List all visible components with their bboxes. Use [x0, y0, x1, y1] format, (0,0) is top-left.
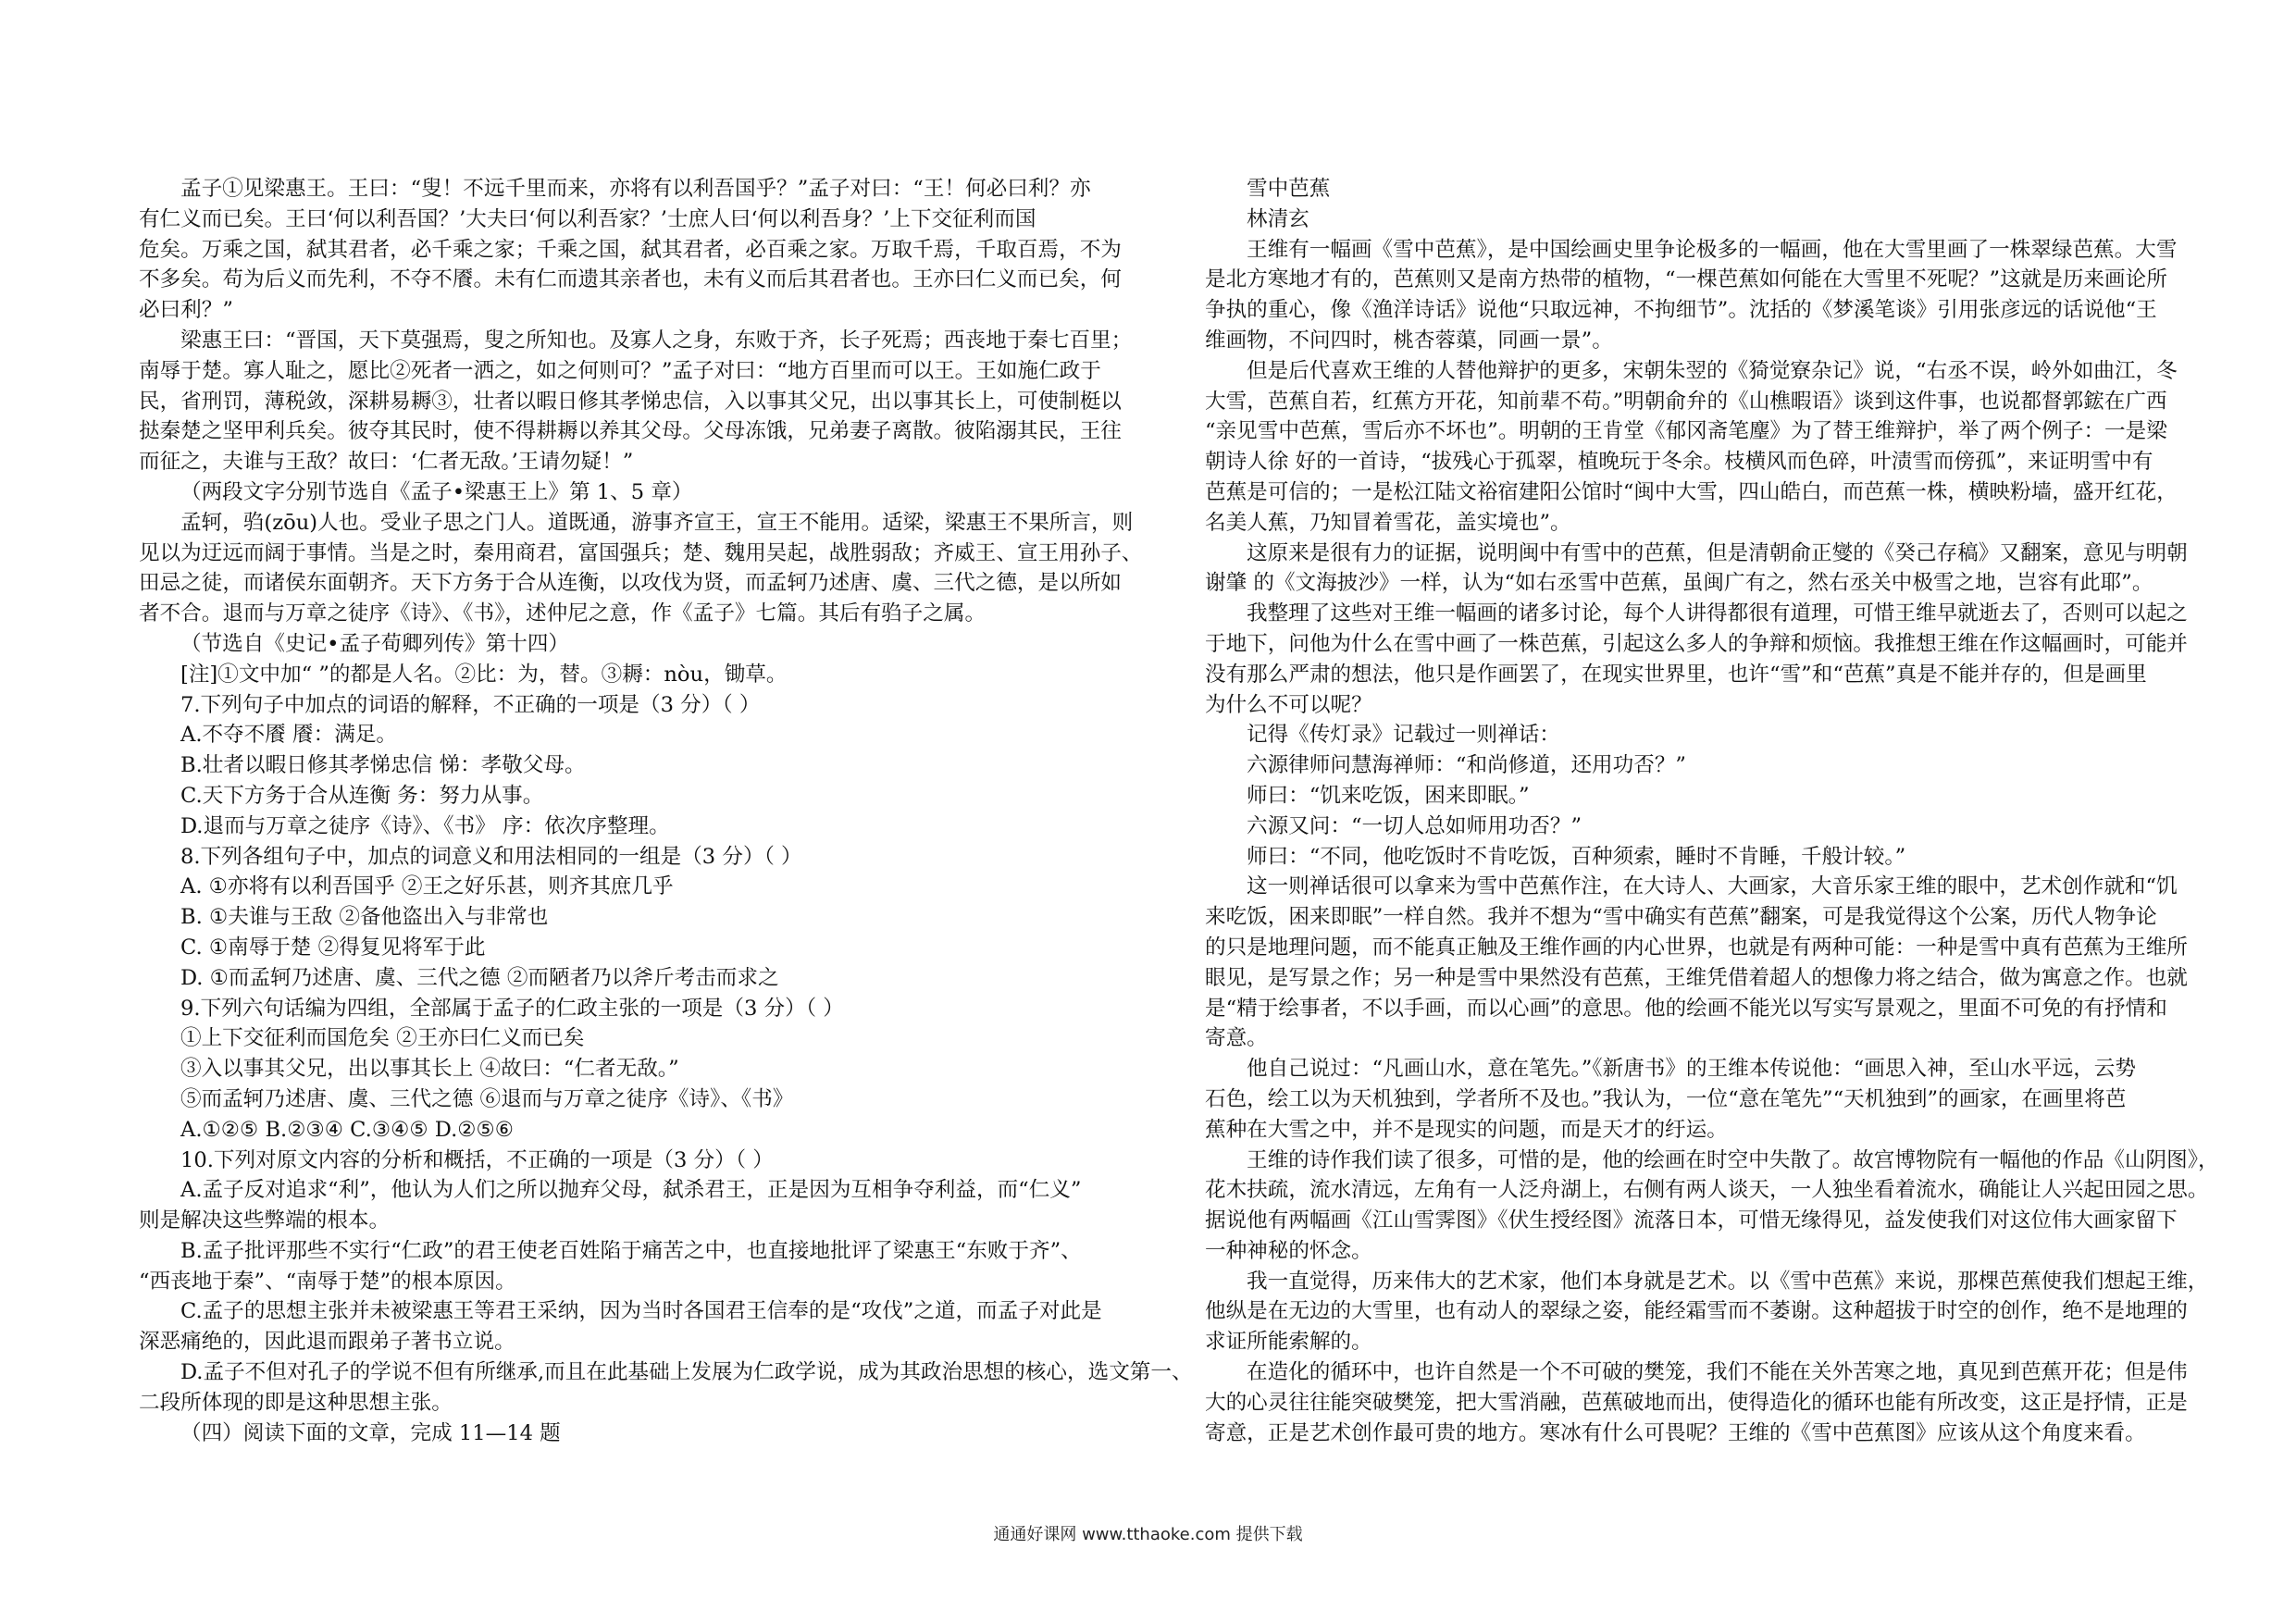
left-text-line: 二段所体现的即是这种思想主张。: [139, 1390, 453, 1415]
left-text-line: A.不夺不餍 餍：满足。: [180, 723, 398, 748]
right-text-line: 争执的重心，像《渔洋诗话》说他“只取远神，不拘细节”。沈括的《梦溪笔谈》引用张彦远的话说他“王: [1205, 298, 2157, 323]
right-text-line: 师曰：“不同，他吃饭时不肯吃饭，百种须索，睡时不肯睡，千般计较。”: [1247, 844, 1906, 869]
right-text-line: 这一则禅话很可以拿来为雪中芭蕉作注，在大诗人、大画家，大音乐家王维的眼中，艺术创作就和“饥: [1247, 874, 2178, 899]
right-text-line: 大的心灵往往能突破樊笼，把大雪消融，芭蕉破地而出，使得造化的循环也能有所改变，这正是抒情，正是: [1205, 1390, 2188, 1415]
right-text-line: 六源律师问慧海禅师：“和尚修道，还用功否？”: [1247, 753, 1686, 778]
footer-source: 通通好课网 www.tthaoke.com 提供下载: [993, 1525, 1303, 1544]
left-text-line: 者不合。退而与万章之徒序《诗》、《书》，述仲尼之意，作《孟子》七篇。其后有驺子之属。: [139, 601, 987, 626]
left-text-line: 9.下列六句话编为四组，全部属于孟子的仁政主张的一项是（3 分）（ ）: [180, 996, 844, 1021]
right-text-line: 记得《传灯录》记载过一则禅话：: [1247, 723, 1560, 748]
right-text-line: 名美人蕉，乃知冒着雪花，盖实境也”。: [1205, 510, 1571, 535]
right-column: [1205, 174, 2219, 1448]
right-text-line: 大雪，芭蕉自若，红蕉方开花，知前辈不苟。”明朝俞弁的《山樵暇语》谈到这件事，也说都督郭鋐在广西: [1205, 389, 2167, 414]
right-text-line: 雪中芭蕉: [1247, 177, 1331, 201]
left-text-line: “西丧地于秦”、“南辱于楚”的根本原因。: [139, 1269, 516, 1294]
left-text-line: 危矣。万乘之国，弑其君者，必千乘之家；千乘之国，弑其君者，必百乘之家。万取千焉，千取百焉，不为: [139, 237, 1122, 262]
left-text-line: B.孟子批评那些不实行“仁政”的君王使老百姓陷于痛苦之中，也直接地批评了梁惠王“东败于齐”、: [180, 1238, 1082, 1263]
left-text-line: C. ①南辱于楚 ②得复见将军于此: [180, 935, 486, 960]
left-text-line: 10.下列对原文内容的分析和概括，不正确的一项是（3 分）（ ）: [180, 1147, 774, 1172]
left-text-line: ①上下交征利而国危矣 ②王亦曰仁义而已矣: [180, 1026, 585, 1051]
left-text-line: 8.下列各组句子中，加点的词意义和用法相同的一组是（3 分）（ ）: [180, 844, 802, 869]
right-text-line: 是“精于绘事者，不以手画，而以心画”的意思。他的绘画不能光以写实写景观之，里面不可免的有抒情和: [1205, 996, 2167, 1021]
left-text-line: 孟轲，驺(zōu)人也。受业子思之门人。道既通，游事齐宣王，宣王不能用。适梁，梁惠王不果所言，则: [180, 510, 1134, 535]
right-text-line: 我整理了这些对王维一幅画的诸多讨论，每个人讲得都很有道理，可惜王维早就逝去了，否则可以起之: [1247, 601, 2188, 626]
left-text-line: 有仁义而已矣。王曰‘何以利吾国？’大夫曰‘何以利吾家？’士庶人曰‘何以利吾身？’上下交征利而国: [139, 206, 1036, 231]
left-text-line: （两段文字分别节选自《孟子•梁惠王上》第 1、5 章）: [180, 479, 693, 504]
left-text-line: B. ①夫谁与王敌 ②备他盗出入与非常也: [180, 905, 549, 930]
left-text-line: 则是解决这些弊端的根本。: [139, 1208, 391, 1233]
right-text-line: 寄意。: [1205, 1026, 1268, 1051]
right-text-line: 来吃饭，困来即眠”一样自然。我并不想为“雪中确实有芭蕉”翻案，可是我觉得这个公案，历代人物争论: [1205, 905, 2157, 930]
left-text-line: 7.下列句子中加点的词语的解释，不正确的一项是（3 分）（ ）: [180, 692, 761, 717]
left-text-line: A. ①亦将有以利吾国乎 ②王之好乐甚，则齐其庶几乎: [180, 874, 674, 899]
left-text-line: 南辱于楚。寡人耻之，愿比②死者一洒之，如之何则可？”孟子对曰：“地方百里而可以王。王如施仁政于: [139, 358, 1101, 383]
left-text-line: 孟子①见梁惠王。王曰：“叟！不远千里而来，亦将有以利吾国乎？”孟子对曰：“王！何必曰利？亦: [180, 177, 1091, 201]
right-text-line: 师曰：“饥来吃饭，困来即眠。”: [1247, 783, 1530, 808]
right-text-line: 没有那么严肃的想法，他只是作画罢了，在现实世界里，也许“雪”和“芭蕉”真是不能并存的，但是画里: [1205, 662, 2147, 687]
right-text-line: 是北方寒地才有的，芭蕉则又是南方热带的植物，“一棵芭蕉如何能在大雪里不死呢？”这就是历来画论所: [1205, 267, 2167, 292]
left-text-line: （节选自《史记•孟子荀卿列传》第十四）: [180, 631, 570, 656]
right-text-line: 据说他有两幅画《江山雪霁图》《伏生授经图》流落日本，可惜无缘得见，益发使我们对这位伟大画家留下: [1205, 1208, 2178, 1233]
left-text-line: ⑤而孟轲乃述唐、虞、三代之德 ⑥退而与万章之徒序《诗》、《书》: [180, 1086, 794, 1111]
right-text-line: 石色，绘工以为天机独到，学者所不及也。”我认为，一位“意在笔先”“天机独到”的画家，在画里将芭: [1205, 1086, 2127, 1111]
right-text-line: 他纵是在无边的大雪里，也有动人的翠绿之姿，能经霜雪而不萎谢。这种超拔于时空的创作，绝不是地理的: [1205, 1299, 2188, 1324]
right-text-line: 于地下，问他为什么在雪中画了一株芭蕉，引起这么多人的争辩和烦恼。我推想王维在作这幅画时，可能并: [1205, 631, 2188, 656]
right-text-line: 王维的诗作我们读了很多，可惜的是，他的绘画在时空中失散了。故宫博物院有一幅他的作品《山阴图》，: [1247, 1147, 2219, 1172]
left-text-line: D.退而与万章之徒序《诗》、《书》 序：依次序整理。: [180, 813, 670, 838]
left-column: [139, 174, 1193, 1448]
right-text-line: 蕉种在大雪之中，并不是现实的问题，而是天才的纡运。: [1205, 1117, 1728, 1142]
right-text-line: 的只是地理问题，而不能真正触及王维作画的内心世界，也就是有两种可能：一种是雪中真有芭蕉为王维所: [1205, 935, 2188, 960]
right-text-line: 花木扶疏，流水清远，左角有一人泛舟湖上，右侧有两人谈天，一人独坐看着流水，确能让人兴起田园之思。: [1205, 1178, 2209, 1203]
left-text-line: ③入以事其父兄，出以事其长上 ④故曰：“仁者无敌。”: [180, 1057, 679, 1082]
left-text-line: 见以为迂远而阔于事情。当是之时，秦用商君，富国强兵；楚、魏用吴起，战胜弱敌；齐威王、宣王用孙子、: [139, 540, 1143, 565]
right-text-line: 林清玄: [1247, 206, 1309, 231]
left-text-line: 挞秦楚之坚甲利兵矣。彼夺其民时，使不得耕耨以养其父母。父母冻饿，兄弟妻子离散。彼陷溺其民，王往: [139, 419, 1122, 444]
left-text-line: A.孟子反对追求“利”，他认为人们之所以抛弃父母，弑杀君王，正是因为互相争夺利益，而“仁义”: [180, 1178, 1082, 1203]
left-text-line: 梁惠王曰：“晋国，天下莫强焉，叟之所知也。及寡人之身，东败于齐，长子死焉；西丧地于秦七百里；: [180, 328, 1133, 353]
left-text-line: C.孟子的思想主张并未被梁惠王等君王采纳，因为当时各国君王信奉的是“攻伐”之道，而孟子对此是: [180, 1299, 1102, 1324]
right-text-line: 维画物，不问四时，桃杏蓉蕖，同画一景”。: [1205, 328, 1613, 353]
left-text-line: 田忌之徒，而诸侯东面朝齐。天下方务于合从连衡，以攻伐为贤，而孟轲乃述唐、虞、三代之德，是以所如: [139, 571, 1122, 596]
right-text-line: 寄意，正是艺术创作最可贵的地方。寒冰有什么可畏呢？王维的《雪中芭蕉图》应该从这个角度来看。: [1205, 1420, 2146, 1445]
right-text-line: 一种神秘的怀念。: [1205, 1238, 1372, 1263]
right-text-line: “亲见雪中芭蕉，雪后亦不坏也”。明朝的王肯堂《郁冈斋笔麈》为了替王维辩护，举了两个例子：一是梁: [1205, 419, 2167, 444]
right-text-line: 六源又问：“一切人总如师用功否？”: [1247, 813, 1582, 838]
right-text-line: 在造化的循环中，也许自然是一个不可破的樊笼，我们不能在关外苦寒之地，真见到芭蕉开花；但是伟: [1247, 1360, 2188, 1385]
right-text-line: 但是后代喜欢王维的人替他辩护的更多，宋朝朱翌的《猗觉寮杂记》说，“右丞不误，岭外如曲江，冬: [1247, 358, 2178, 383]
right-text-line: 眼见，是写景之作；另一种是雪中果然没有芭蕉，王维凭借着超人的想像力将之结合，做为寓意之作。也就: [1205, 965, 2188, 990]
right-text-line: 芭蕉是可信的；一是松江陆文裕宿建阳公馆时“闽中大雪，四山皓白，而芭蕉一株，横映粉墙，盛开红花，: [1205, 479, 2178, 504]
right-text-line: 求证所能索解的。: [1205, 1330, 1372, 1355]
right-text-line: 我一直觉得，历来伟大的艺术家，他们本身就是艺术。以《雪中芭蕉》来说，那棵芭蕉使我们想起王维，: [1247, 1269, 2209, 1294]
left-text-line: D. ①而孟轲乃述唐、虞、三代之德 ②而陋者乃以斧斤考击而求之: [180, 965, 779, 990]
left-text-line: 不多矣。苟为后义而先利，不夺不餍。未有仁而遗其亲者也，未有义而后其君者也。王亦曰仁义而已矣，何: [139, 267, 1122, 292]
left-text-line: C.天下方务于合从连衡 务：努力从事。: [180, 783, 544, 808]
left-text-line: 民，省刑罚，薄税敛，深耕易耨③，壮者以暇日修其孝悌忠信，入以事其父兄，出以事其长上，可使制梃以: [139, 389, 1122, 414]
left-text-line: 深恶痛绝的，因此退而跟弟子著书立说。: [139, 1330, 515, 1355]
left-text-line: D.孟子不但对孔子的学说不但有所继承,而且在此基础上发展为仁政学说，成为其政治思想的核心，选文第一、: [180, 1360, 1193, 1385]
left-text-line: B.壮者以暇日修其孝悌忠信 悌：孝敬父母。: [180, 753, 586, 778]
left-text-line: [注]①文中加“ ”的都是人名。②比：为，替。③耨：nòu，锄草。: [180, 662, 788, 687]
right-text-line: 王维有一幅画《雪中芭蕉》，是中国绘画史里争论极多的一幅画，他在大雪里画了一株翠绿芭蕉。大雪: [1247, 237, 2178, 262]
left-text-line: A.①②⑤ B.②③④ C.③④⑤ D.②⑤⑥: [180, 1117, 515, 1142]
left-text-line: 必曰利？”: [139, 298, 233, 323]
right-text-line: 朝诗人徐 好的一首诗，“拔残心于孤翠，植晚玩于冬余。枝横风而色碎，叶渍雪而傍孤”，来证明雪中有: [1205, 450, 2153, 475]
left-text-line: （四）阅读下面的文章，完成 11—14 题: [180, 1420, 561, 1445]
right-text-line: 这原来是很有力的证据，说明闽中有雪中的芭蕉，但是清朝俞正燮的《癸己存稿》又翻案，意见与明朝: [1247, 540, 2188, 565]
left-text-line: 而征之，夫谁与王敌？故曰：‘仁者无敌。’王请勿疑！”: [139, 450, 634, 475]
right-text-line: 他自己说过：“凡画山水，意在笔先。”《新唐书》的王维本传说他：“画思入神，至山水平远，云势: [1247, 1057, 2136, 1082]
right-text-line: 谢肇 的《文海披沙》一样，认为“如右丞雪中芭蕉，虽闽广有之，然右丞关中极雪之地，岂容有此耶”。: [1205, 571, 2153, 596]
right-text-line: 为什么不可以呢？: [1205, 692, 1372, 717]
